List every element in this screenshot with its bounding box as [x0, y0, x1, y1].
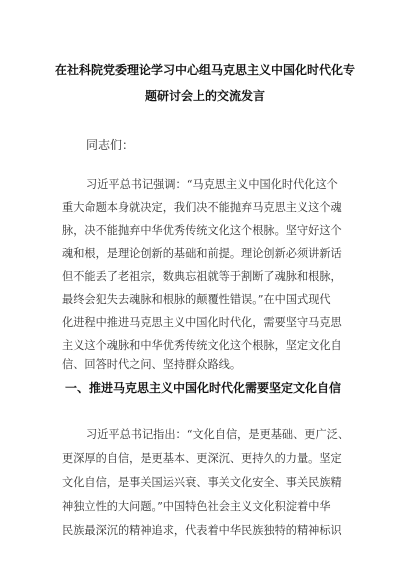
- document-title-line-2: 题研讨会上的交流发言: [144, 89, 265, 103]
- paragraph-2-line: 神独立性的大问题。”中国特色社会主义文化积淀着中华: [62, 500, 331, 513]
- document-title-line-1: 在社科院党委理论学习中心组马克思主义中国化时代化专: [54, 63, 355, 77]
- paragraph-1-line: 脉，决不能抛弃中华优秀传统文化这个根脉。坚守好这个: [62, 224, 342, 237]
- paragraph-1-line: 化进程中推进马克思主义中国化时代化，需要坚守马克思: [62, 316, 342, 329]
- paragraph-1-line: 重大命题本身就决定，我们决不能抛弃马克思主义这个魂: [62, 201, 342, 214]
- paragraph-2-line: 更深厚的自信，是更基本、更深沉、更持久的力量。坚定: [62, 452, 342, 465]
- paragraph-2-line: 习近平总书记指出：“文化自信，是更基础、更广泛、: [86, 428, 350, 441]
- section-1-heading: 一、推进马克思主义中国化时代化需要坚定文化自信: [65, 381, 342, 395]
- paragraph-2-line: 民族最深沉的精神追求，代表着中华民族独特的精神标识: [62, 524, 342, 537]
- paragraph-1-line: 主义这个魂脉和中华优秀传统文化这个根脉，坚定文化自: [62, 339, 342, 352]
- paragraph-1-line: 信、回答时代之问、坚持群众路线。: [62, 358, 242, 371]
- paragraph-1-line: 最终会犯失去魂脉和根脉的颠覆性错误。”在中国式现代: [62, 293, 331, 306]
- salutation: 同志们：: [86, 138, 135, 152]
- paragraph-1-line: 习近平总书记强调：“马克思主义中国化时代化这个: [86, 178, 338, 191]
- paragraph-1-line: 但不能丢了老祖宗，数典忘祖就等于割断了魂脉和根脉，: [62, 270, 342, 283]
- paragraph-1-line: 魂和根，是理论创新的基础和前提。理论创新必须讲新话: [62, 247, 342, 260]
- paragraph-2-line: 文化自信，是事关国运兴衰、事关文化安全、事关民族精: [62, 476, 342, 489]
